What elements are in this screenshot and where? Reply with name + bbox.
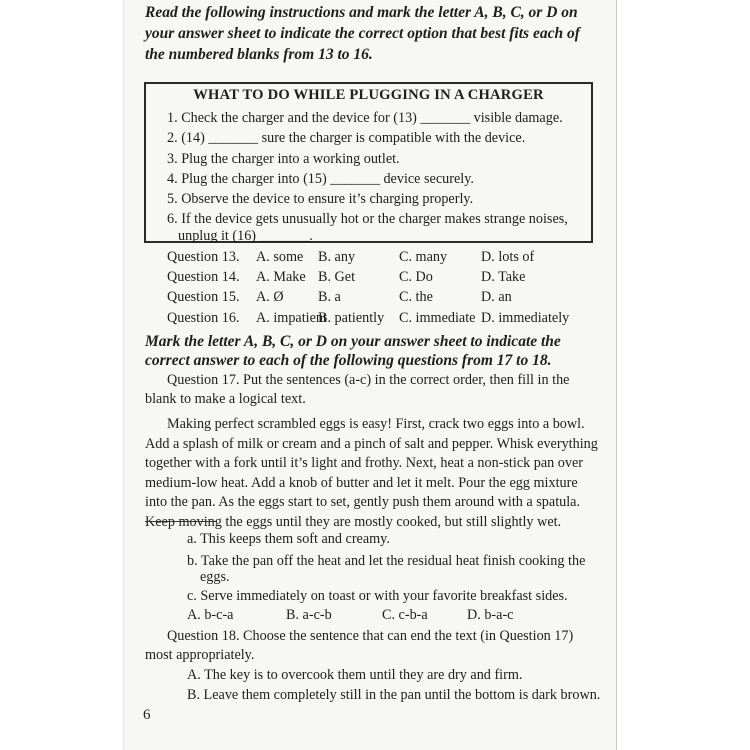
- box-title: WHAT TO DO WHILE PLUGGING IN A CHARGER: [193, 87, 544, 103]
- q16-label: Question 16.: [167, 310, 240, 326]
- q16-option-d: D. immediately: [481, 310, 570, 326]
- box-item-3: 3. Plug the charger into a working outlet.: [167, 151, 400, 167]
- box-item-6-cont: unplug it (16) _______.: [178, 228, 313, 244]
- q15-option-b: B. a: [318, 289, 341, 305]
- q17-option-c: C. c-b-a: [382, 607, 428, 623]
- box-item-2: 2. (14) _______ sure the charger is compatible with the device.: [167, 130, 526, 146]
- q14-option-b: B. Get: [318, 269, 356, 285]
- box-item-5: 5. Observe the device to ensure it’s charging properly.: [167, 191, 474, 207]
- instruction2-line-2: correct answer to each of the following questions from 17 to 18.: [145, 352, 552, 369]
- box-item-6: 6. If the device gets unusually hot or the charger makes strange noises,: [167, 211, 568, 227]
- box-item-1: 1. Check the charger and the device for (13) _______ visible damage.: [167, 110, 563, 126]
- instruction2-line-1: Mark the letter A, B, C, or D on your answer sheet to indicate the: [145, 333, 561, 350]
- q13-option-b: B. any: [318, 249, 356, 265]
- answer-blank-line: [145, 521, 217, 522]
- q15-label: Question 15.: [167, 289, 240, 305]
- q17-option-d: D. b-a-c: [467, 607, 514, 623]
- q14-option-a: A. Make: [256, 269, 306, 285]
- sentence-a: a. This keeps them soft and creamy.: [187, 531, 390, 547]
- sentence-b-cont: eggs.: [200, 569, 230, 585]
- q15-option-d: D. an: [481, 289, 512, 305]
- q17-prompt-2: blank to make a logical text.: [145, 391, 306, 407]
- q18-prompt-2: most appropriately.: [145, 647, 255, 663]
- q15-option-a: A. Ø: [256, 289, 284, 305]
- q13-option-c: C. many: [399, 249, 448, 265]
- q16-option-b: B. patiently: [318, 310, 385, 326]
- q18-option-b: B. Leave them completely still in the pan until the bottom is dark brown.: [187, 687, 601, 703]
- sentence-b: b. Take the pan off the heat and let the residual heat finish cooking the: [187, 553, 586, 569]
- q13-option-a: A. some: [256, 249, 304, 265]
- passage-line-5: into the pan. As the eggs start to set, gently push them around with a spatula.: [145, 494, 581, 510]
- q17-option-b: B. a-c-b: [286, 607, 332, 623]
- q15-option-c: C. the: [399, 289, 433, 305]
- q16-option-c: C. immediate: [399, 310, 476, 326]
- q18-option-a: A. The key is to overcook them until they are dry and firm.: [187, 667, 523, 683]
- passage-line-3: together with a fork until it’s light and frothy. Next, heat a non-stick pan over: [145, 455, 583, 471]
- passage-line-4: medium-low heat. Add a knob of butter and let it melt. Pour the egg mixture: [145, 475, 578, 491]
- q18-prompt-1: Question 18. Choose the sentence that can end the text (in Question 17): [167, 628, 574, 644]
- passage-line-2: Add a splash of milk or cream and a pinch of salt and pepper. Whisk everything: [145, 436, 598, 452]
- q14-option-d: D. Take: [481, 269, 526, 285]
- intro-line-3: the numbered blanks from 13 to 16.: [145, 46, 373, 63]
- box-item-4: 4. Plug the charger into (15) _______ device securely.: [167, 171, 474, 187]
- q16-option-a: A. impatient: [256, 310, 327, 326]
- q13-label: Question 13.: [167, 249, 240, 265]
- intro-line-1: Read the following instructions and mark the letter A, B, C, or D on: [145, 4, 578, 21]
- q17-option-a: A. b-c-a: [187, 607, 234, 623]
- q14-option-c: C. Do: [399, 269, 433, 285]
- passage-line-1: Making perfect scrambled eggs is easy! First, crack two eggs into a bowl.: [167, 416, 585, 432]
- passage-line-6: Keep moving the eggs until they are mostly cooked, but still slightly wet.: [145, 514, 562, 530]
- q13-option-d: D. lots of: [481, 249, 535, 265]
- intro-line-2: your answer sheet to indicate the correct option that best fits each of: [145, 25, 580, 42]
- q14-label: Question 14.: [167, 269, 240, 285]
- sentence-c: c. Serve immediately on toast or with your favorite breakfast sides.: [187, 588, 568, 604]
- page-number: 6: [143, 707, 151, 723]
- q17-prompt-1: Question 17. Put the sentences (a-c) in the correct order, then fill in the: [167, 372, 570, 388]
